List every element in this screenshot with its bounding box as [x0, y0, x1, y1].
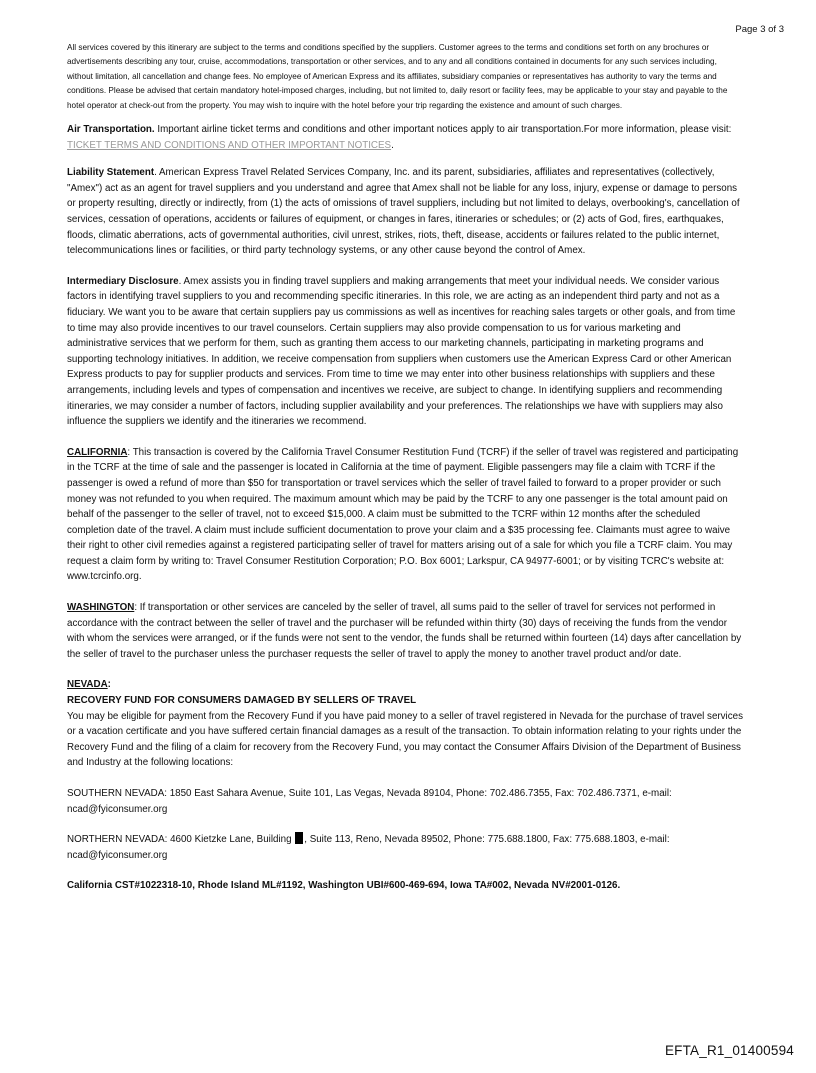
document-id: EFTA_R1_01400594 — [664, 1043, 794, 1058]
nevada-subheading: RECOVERY FUND FOR CONSUMERS DAMAGED BY SELLERS OF TRAVEL — [67, 695, 417, 707]
nevada-colon: : — [107, 679, 111, 691]
nevada-text: You may be eligible for payment from the Recovery Fund if you have paid money to a seller of travel registered in Nevada for the purchase of travel services or a vacation certificate and you have suffered certain financial damages as a result of the transaction. To obtain information relating to your rights under the Recovery Fund and the filing of a claim for recovery from the Recovery Fund, you may contact the Consumer Affairs Division of the Department of Business and Industry at the following locations: — [67, 710, 743, 769]
northern-nevada-address — [67, 832, 743, 863]
california-heading: CALIFORNIA — [67, 446, 128, 458]
northern-text-after: , Suite 113, Reno, Nevada 89502, Phone: 775.688.1800, Fax: 775.688.1803, e-mail: ncad@fyiconsumer.org — [67, 834, 670, 861]
liability-text: . American Express Travel Related Services Company, Inc. and its parent, subsidiaries, affiliates and representatives (collectively, "Amex") act as an agent for travel suppliers and you understand and agree that Amex shall not be liable for any loss, injury, expense or damage to persons or property resulting, directly or indirectly, from (1) the acts of omissions of travel suppliers, including but not limited to delays, overbooking's, cancellation of services, cessation of operations, accidents or failures of equipment, or changes in fares, itineraries or schedules; or (2) acts of God, fires, earthquakes, floods, climatic aberrations, acts of governmental authorities, civil unrest, strikes, riots, theft, disease, accidents or failures related to the public internet, telecommunications lines or facilities, or third party technology systems, or any other cause beyond the control of Amex. — [67, 167, 740, 257]
washington-heading: WASHINGTON — [67, 602, 135, 614]
liability-section — [67, 165, 743, 259]
page-number: Page 3 of 3 — [735, 24, 784, 35]
california-section — [67, 445, 743, 585]
nevada-heading: NEVADA — [67, 679, 108, 691]
northern-text-before: NORTHERN NEVADA: 4600 Kietzke Lane, Building — [67, 834, 295, 846]
liability-heading: Liability Statement — [67, 167, 155, 179]
registration-numbers: California CST#1022318-10, Rhode Island ML#1192, Washington UBI#600-469-694, Iowa TA#002, Nevada NV#2001-0126. — [67, 880, 621, 892]
air-transportation-section — [67, 122, 743, 153]
terms-paragraph: All services covered by this itinerary are subject to the terms and conditions specified by the suppliers. Customer agrees to the terms and conditions set forth on any brochures or advertisements describing any tour, cruise, accommodations, transportation or other services, and to any and all conditions contained in documents for any such services including, without limitation, all cancellation and change fees. No employee of American Express and its affiliates, subsidiary companies or representatives has authority to vary the terms and conditions. Please be advised that certain mandatory hotel-imposed charges, including, but not limited to, daily resort or facility fees, may be applicable to your stay and payable to the hotel operator at check-out from the property. You may wish to inquire with the hotel before your trip regarding the existence and amount of such charges. — [67, 43, 728, 110]
intermediary-heading: Intermediary Disclosure — [67, 275, 179, 287]
washington-section — [67, 600, 743, 662]
redaction-box — [295, 832, 303, 844]
air-heading: Air Transportation. — [67, 124, 155, 136]
california-text: : This transaction is covered by the California Travel Consumer Restitution Fund (TCRF) if the seller of travel was registered and participating in the TCRF at the time of sale and the passenger is located in California at the time of payment. Eligible passengers may file a claim with TCRF if the passenger is owed a refund of more than $50 for transportation or travel services which the seller of travel failed to forward to a proper provider or such money was not refunded to you when required. The maximum amount which may be paid by the TCRF to any one passenger is the total amount paid on behalf of the passenger to the seller of travel, not to exceed $15,000. A claim must be submitted to the TCRF within 12 months after the scheduled completion date of the travel. A claim must include sufficient documentation to prove your claim and a $35 processing fee. Claimants must agree to waive their right to other civil remedies against a registered participating seller of travel for matters arising out of a sale for which you file a TCRF claim. You may request a claim form by writing to: Travel Consumer Restitution Corporation; P.O. Box 6001; Larkspur, CA 94977-6001; or by visiting TCRC's website at: www.tcrcinfo.org. — [67, 446, 739, 583]
intermediary-text: . Amex assists you in finding travel suppliers and making arrangements that meet your individual needs. We consider various factors in identifying travel suppliers to you and recommending specific itineraries. In this role, we are acting as an independent third party and not as a fiduciary. We want you to be aware that certain suppliers pay us commissions as well as incentives for reaching sales targets or other goals, and from time to time may also provide incentives to our travel counselors. Certain suppliers may also provide compensation to us for various marketing and administrative services that we perform for them, such as granting them access to our marketing channels, participating in marketing programs and supporting technology initiatives. In addition, we receive compensation from suppliers when customers use the American Express Card or other American Express products to pay for supplier products and services. From time to time we may enter into other business relationships with suppliers and these arrangements, including levels and types of compensation and incentives we receive, are subject to change. In identifying suppliers and recommending itineraries, we may consider a number of factors, including supplier availability and your preferences. The relationships we have with suppliers may also influence the suppliers we identify and the itineraries we recommend. — [67, 275, 736, 428]
air-after-link: . — [391, 139, 394, 151]
southern-nevada-address: SOUTHERN NEVADA: 1850 East Sahara Avenue, Suite 101, Las Vegas, Nevada 89104, Phone: 702.486.7355, Fax: 702.486.7371, e-mail: ncad@fyiconsumer.org — [67, 788, 672, 815]
washington-text: : If transportation or other services are canceled by the seller of travel, all sums paid to the seller of travel for services not performed in accordance with the contract between the seller of travel and the purchaser will be refunded within thirty (30) days of receiving the funds from the vendor with whom the services were arranged, or if the funds were not sent to the vendor, the funds shall be returned within fourteen (14) days after cancellation by the seller of travel to the purchaser unless the purchaser requests the seller of travel to apply the money to another travel product and/or date. — [67, 602, 742, 660]
air-text: Important airline ticket terms and conditions and other important notices apply to air transportation.For more information, please visit: — [157, 124, 732, 136]
ticket-terms-link[interactable]: TICKET TERMS AND CONDITIONS AND OTHER IMPORTANT NOTICES — [67, 139, 392, 151]
intermediary-section — [67, 274, 743, 430]
nevada-heading-line — [67, 677, 743, 693]
document-body — [67, 41, 743, 894]
